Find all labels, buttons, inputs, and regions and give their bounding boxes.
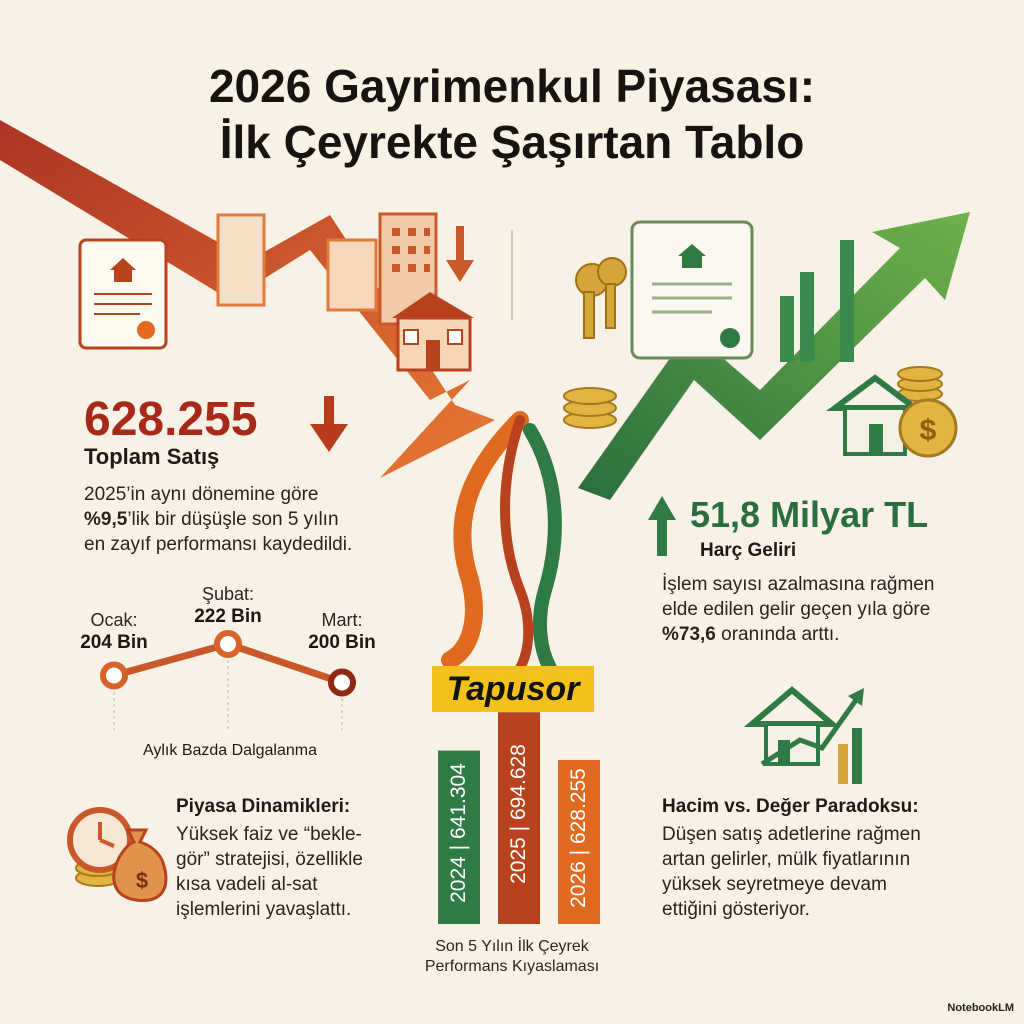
sales-description	[84, 482, 484, 557]
dynamics-text	[176, 822, 426, 922]
bars-caption-line2: Performans Kıyaslaması	[424, 958, 600, 975]
sales-desc-bold: %9,5	[84, 509, 128, 530]
contract-document-icon	[632, 222, 752, 358]
dynamics-heading: Piyasa Dinamikleri:	[176, 796, 351, 817]
page-title-line1: 2026 Gayrimenkul Piyasası:	[208, 60, 816, 112]
sales-desc-part1: 2025’in aynı dönemine göre	[84, 484, 319, 505]
buildings-icon	[218, 214, 474, 370]
month-label-mar: Mart:	[321, 610, 363, 630]
paradox-text	[662, 822, 982, 922]
svg-text:$: $	[919, 414, 937, 447]
svg-text:$: $	[135, 868, 149, 893]
revenue-value: 51,8 Milyar TL	[690, 494, 929, 535]
dollar-coin-icon	[900, 400, 956, 456]
monthly-point-3	[331, 672, 353, 694]
clock-moneybag-icon	[70, 810, 166, 900]
paradox-line: yüksek seyretmeye devam	[662, 874, 887, 895]
revenue-desc-part3: oranında arttı.	[715, 624, 840, 645]
month-value-jan: 204 Bin	[80, 632, 148, 653]
bar-label-2024: 2024 | 641.304	[447, 763, 470, 904]
dynamics-line: Yüksek faiz ve “bekle-	[176, 824, 362, 845]
revenue-description	[662, 572, 992, 647]
paradox-line: artan gelirler, mülk fiyatlarının	[662, 849, 911, 870]
monthly-caption: Aylık Bazda Dalgalanma	[142, 742, 318, 759]
brand-logo: Tapusor	[432, 666, 594, 712]
down-arrow-small-icon	[310, 396, 348, 452]
revenue-label: Harç Geliri	[700, 540, 797, 561]
keys-icon	[576, 258, 626, 338]
total-sales-value: 628.255	[84, 393, 258, 446]
month-value-mar: 200 Bin	[308, 632, 376, 653]
dynamics-line: kısa vadeli al-sat	[176, 874, 318, 895]
paradox-heading: Hacim vs. Değer Paradoksu:	[662, 796, 919, 817]
paradox-line: Düşen satış adetlerine rağmen	[662, 824, 921, 845]
page-title-line2: İlk Çeyrekte Şaşırtan Tablo	[219, 116, 805, 168]
monthly-point-1	[103, 665, 125, 687]
sales-desc-part2: ’lik bir düşüşle son 5 yılın	[127, 509, 339, 530]
dynamics-line: gör” stratejisi, özellikle	[176, 849, 363, 870]
dynamics-line: işlemlerini yavaşlattı.	[176, 899, 352, 920]
deed-document-icon	[80, 240, 166, 348]
month-value-feb: 222 Bin	[194, 606, 262, 627]
monthly-point-2	[217, 633, 239, 655]
sales-desc-line3: en zayıf performansı kaydedildi.	[84, 534, 353, 555]
bar-label-2025: 2025 | 694.628	[507, 744, 530, 884]
total-sales-label: Toplam Satış	[84, 444, 220, 469]
house-growth-icon	[752, 688, 864, 784]
revenue-desc-line2: elde edilen gelir geçen yıla göre	[662, 599, 931, 620]
revenue-desc-line1: İşlem sayısı azalmasına rağmen	[662, 574, 935, 595]
up-arrow-icon	[648, 496, 676, 556]
month-label-jan: Ocak:	[90, 610, 138, 630]
revenue-desc-bold: %73,6	[662, 624, 716, 645]
paradox-line: ettiğini gösteriyor.	[662, 899, 810, 920]
watermark: NotebookLM	[947, 1002, 1014, 1014]
bar-label-2026: 2026 | 628.255	[567, 768, 590, 908]
bars-caption-line1: Son 5 Yılın İlk Çeyrek	[435, 938, 589, 955]
month-label-feb: Şubat:	[201, 584, 255, 604]
down-arrow-icon	[446, 226, 474, 282]
